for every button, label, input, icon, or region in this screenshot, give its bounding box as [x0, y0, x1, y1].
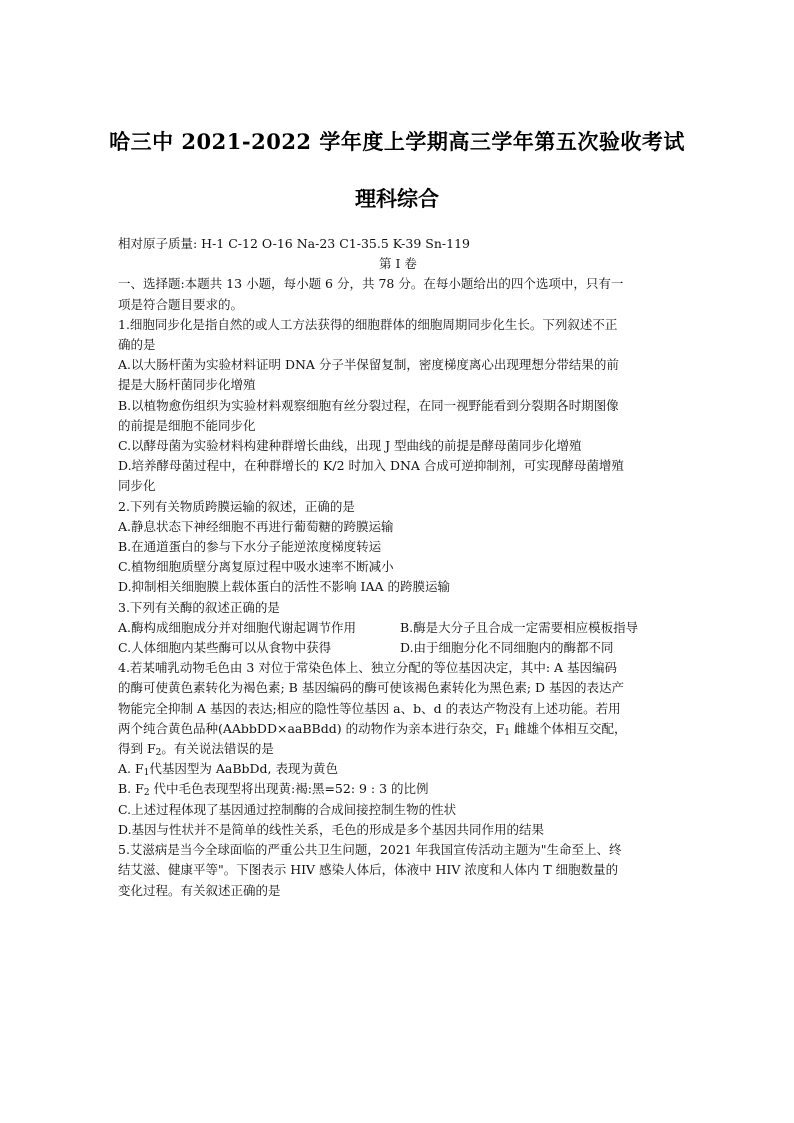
q1-option-line: B.以植物愈伤组织为实验材料观察细胞有丝分裂过程，在同一视野能看到分裂期各时期图像 — [118, 397, 619, 413]
q4-option-text: 代中毛色表现型将出现黄:褐:黑=52: 9 : 3 的比例 — [149, 781, 429, 797]
q2-option: A.静息状态下神经细胞不再进行葡萄糖的跨膜运输 — [118, 518, 394, 534]
section-intro-line: 项是符合题目要求的。 — [118, 296, 244, 312]
q1-stem-line: 1.细胞同步化是指自然的或人工方法获得的细胞群体的细胞周期同步化生长。下列叙述不正 — [118, 316, 618, 332]
f1-subscript: 1 — [143, 768, 150, 779]
volume-label: 第 I 卷 — [379, 256, 417, 272]
exam-subtitle: 理科综合 — [355, 186, 439, 211]
q3-option-d: D.由于细胞分化不同细胞内的酶都不同 — [400, 640, 614, 656]
f2-subscript: 2 — [155, 748, 162, 759]
q3-option-c: C.人体细胞内某些酶可以从食物中获得 — [118, 640, 332, 656]
q3-options-row — [118, 638, 678, 658]
q2-option: C.植物细胞质壁分离复原过程中吸水速率不断减小 — [118, 559, 394, 575]
q5-stem-line: 5.艾滋病是当今全球面临的严重公共卫生问题，2021 年我国宣传活动主题为"生命至上、终 — [118, 842, 622, 858]
q4-stem-text: 雌雄个体相互交配， — [510, 720, 627, 736]
q4-option-b — [118, 779, 678, 799]
section-intro-line: 一、选择题:本题共 13 小题，每小题 6 分，共 78 分。在每小题给出的四个选项中，只有一 — [118, 276, 624, 292]
q4-option-text: B. F — [118, 781, 144, 797]
q5-stem-line: 结艾滋、健康平等"。下图表示 HIV 感染人体后，体液中 HIV 浓度和人体内 T 细胞数量的 — [118, 862, 619, 878]
f1-subscript: 1 — [504, 727, 510, 738]
q4-stem-text: 得到 F — [118, 741, 156, 757]
q4-stem-line: 的酶可使黄色素转化为褐色素; B 基因编码的酶可使该褐色素转化为黑色素; D 基因的表达产 — [118, 680, 625, 696]
q1-option-line: D.培养酵母菌过程中，在种群增长的 K/2 时加入 DNA 合成可逆抑制剂，可实现酵母菌增殖 — [118, 458, 624, 474]
q4-stem-text: 两个纯合黄色品种(AAbbDD×aaBBdd) 的动物作为亲本进行杂交，F — [118, 720, 505, 736]
q1-option-line: 同步化 — [118, 478, 156, 494]
q4-option-d: D.基因与性状并不是简单的线性关系，毛色的形成是多个基因共同作用的结果 — [118, 821, 545, 837]
q4-stem-line: 物能完全抑制 A 基因的表达;相应的隐性等位基因 a、b、d 的表达产物没有上述功能。若用 — [118, 700, 621, 716]
f2-subscript: 2 — [143, 788, 150, 799]
q4-stem-line — [118, 739, 678, 759]
q1-option-line: 的前提是细胞不能同步化 — [118, 417, 256, 433]
q3-option-a: A.酶构成细胞成分并对细胞代谢起调节作用 — [118, 619, 357, 635]
q4-stem-line — [118, 719, 678, 739]
q4-stem-text: 。有关说法错误的是 — [161, 741, 274, 757]
q1-option-line: A.以大肠杆菌为实验材料证明 DNA 分子半保留复制，密度梯度离心出现理想分带结果的前 — [118, 357, 619, 373]
q4-option-a — [118, 759, 678, 779]
q5-stem-line: 变化过程。有关叙述正确的是 — [118, 882, 281, 898]
q3-option-b: B.酶是大分子且合成一定需要相应模板指导 — [400, 619, 639, 635]
q3-stem: 3.下列有关酶的叙述正确的是 — [118, 599, 280, 615]
q2-option: B.在通道蛋白的参与下水分子能逆浓度梯度转运 — [118, 539, 382, 555]
q4-option-text: 代基因型为 AaBbDd, 表现为黄色 — [149, 761, 339, 777]
q1-stem-line: 确的是 — [118, 337, 156, 353]
q1-option-line: C.以酵母菌为实验材料构建种群增长曲线，出现 J 型曲线的前提是酵母菌同步化增殖 — [118, 438, 582, 454]
exam-content — [118, 234, 678, 901]
atomic-masses: 相对原子质量: H-1 C-12 O-16 Na-23 C1-35.5 K-39 Sn-119 — [118, 236, 470, 251]
q4-option-text: A. F — [118, 761, 144, 777]
q3-options-row — [118, 618, 678, 638]
q2-stem: 2.下列有关物质跨膜运输的叙述，正确的是 — [118, 498, 355, 514]
q2-option: D.抑制相关细胞膜上载体蛋白的活性不影响 IAA 的跨膜运输 — [118, 579, 450, 595]
exam-title: 哈三中 2021-2022 学年度上学期高三学年第五次验收考试 — [109, 129, 685, 154]
q4-option-c: C.上述过程体现了基因通过控制酶的合成间接控制生物的性状 — [118, 801, 457, 817]
q1-option-line: 提是大肠杆菌同步化增殖 — [118, 377, 256, 393]
q4-stem-line: 4.若某哺乳动物毛色由 3 对位于常染色体上、独立分配的等位基因决定，其中: A 基因编码 — [118, 660, 618, 676]
